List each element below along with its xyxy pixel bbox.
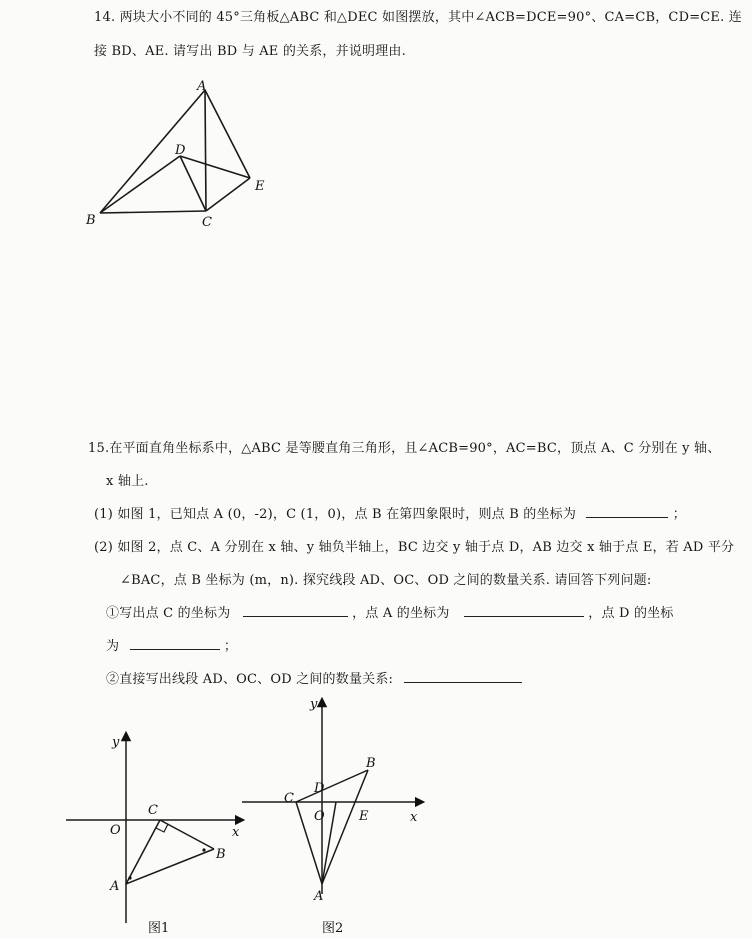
answer-blank-b[interactable] [586, 505, 668, 518]
answer-blank-d[interactable] [130, 637, 220, 650]
figure-14 [80, 78, 280, 238]
answer-blank-relation[interactable] [404, 670, 522, 683]
label-b: B [86, 213, 96, 228]
label-c: C [202, 215, 212, 230]
figure-1 [60, 728, 260, 938]
fig1-label-o: O [110, 823, 121, 838]
fig2-label-c: C [284, 791, 294, 806]
q15-part2-line1: (2) 如图 2，点 C、A 分别在 x 轴、y 轴负半轴上，BC 边交 y 轴于点 D，AB 边交 x 轴于点 E，若 AD 平分 [94, 540, 735, 555]
sub1-b: ，点 A 的坐标为 [352, 606, 450, 621]
label-e: E [255, 179, 265, 194]
fig1-caption: 图1 [148, 921, 170, 936]
q15-sub1 [106, 602, 674, 621]
fig2-label-o: O [314, 809, 325, 824]
seg-ce [206, 178, 250, 211]
q15-sub2 [106, 668, 522, 687]
fig1-label-c: C [148, 803, 158, 818]
seg-ac [205, 90, 206, 211]
fig2-label-y: y [310, 697, 318, 712]
part1-end: ； [672, 507, 686, 522]
q14-line1: 14. 两块大小不同的 45°三角板△ABC 和△DEC 如图摆放，其中∠ACB=DCE=90°、CA=CB，CD=CE. 连 [94, 10, 742, 25]
q14-line2: 接 BD、AE. 请写出 BD 与 AE 的关系，并说明理由. [94, 44, 406, 59]
fig1-seg-ab [126, 849, 214, 884]
q15-sub1-line2 [106, 635, 237, 654]
fig2-label-e: E [359, 809, 369, 824]
seg-de [180, 156, 250, 178]
fig1-label-y: y [112, 735, 120, 750]
answer-blank-c[interactable] [243, 604, 348, 617]
seg-dc [180, 156, 206, 211]
q15-part2-line2: ∠BAC，点 B 坐标为 (m，n). 探究线段 AD、OC、OD 之间的数量关系. 请回答下列问题: [120, 573, 652, 588]
sub1-e: ； [223, 639, 238, 654]
fig1-label-x: x [232, 825, 240, 840]
seg-bc [100, 211, 206, 213]
q15-part1 [94, 503, 686, 522]
seg-ab [100, 90, 205, 213]
fig1-label-b: B [216, 847, 226, 862]
sub2-text: ②直接写出线段 AD、OC、OD 之间的数量关系: [106, 672, 394, 687]
label-d: D [175, 143, 186, 158]
fig2-label-d: D [314, 781, 325, 796]
figure-2 [236, 694, 436, 938]
sub1-d: 为 [106, 639, 120, 654]
seg-bd [100, 156, 180, 213]
fig2-label-a: A [314, 889, 324, 904]
sub1-c: ，点 D 的坐标 [588, 606, 674, 621]
q15-line1: 15.在平面直角坐标系中，△ABC 是等腰直角三角形，且∠ACB=90°，AC=BC，顶点 A、C 分别在 y 轴、 [88, 441, 721, 456]
fig2-label-b: B [366, 756, 376, 771]
fig2-label-x: x [410, 810, 418, 825]
part1-text: (1) 如图 1，已知点 A (0，-2)，C (1，0)，点 B 在第四象限时，则点 B 的坐标为 [94, 507, 577, 522]
sub1-a: ①写出点 C 的坐标为 [106, 606, 231, 621]
fig1-label-a: A [110, 879, 120, 894]
fig2-caption: 图2 [322, 921, 344, 936]
fig1-seg-ac [126, 820, 160, 884]
seg-ae [205, 90, 250, 178]
q15-line2: x 轴上. [106, 474, 149, 489]
answer-blank-a[interactable] [464, 604, 584, 617]
label-a: A [197, 79, 207, 94]
